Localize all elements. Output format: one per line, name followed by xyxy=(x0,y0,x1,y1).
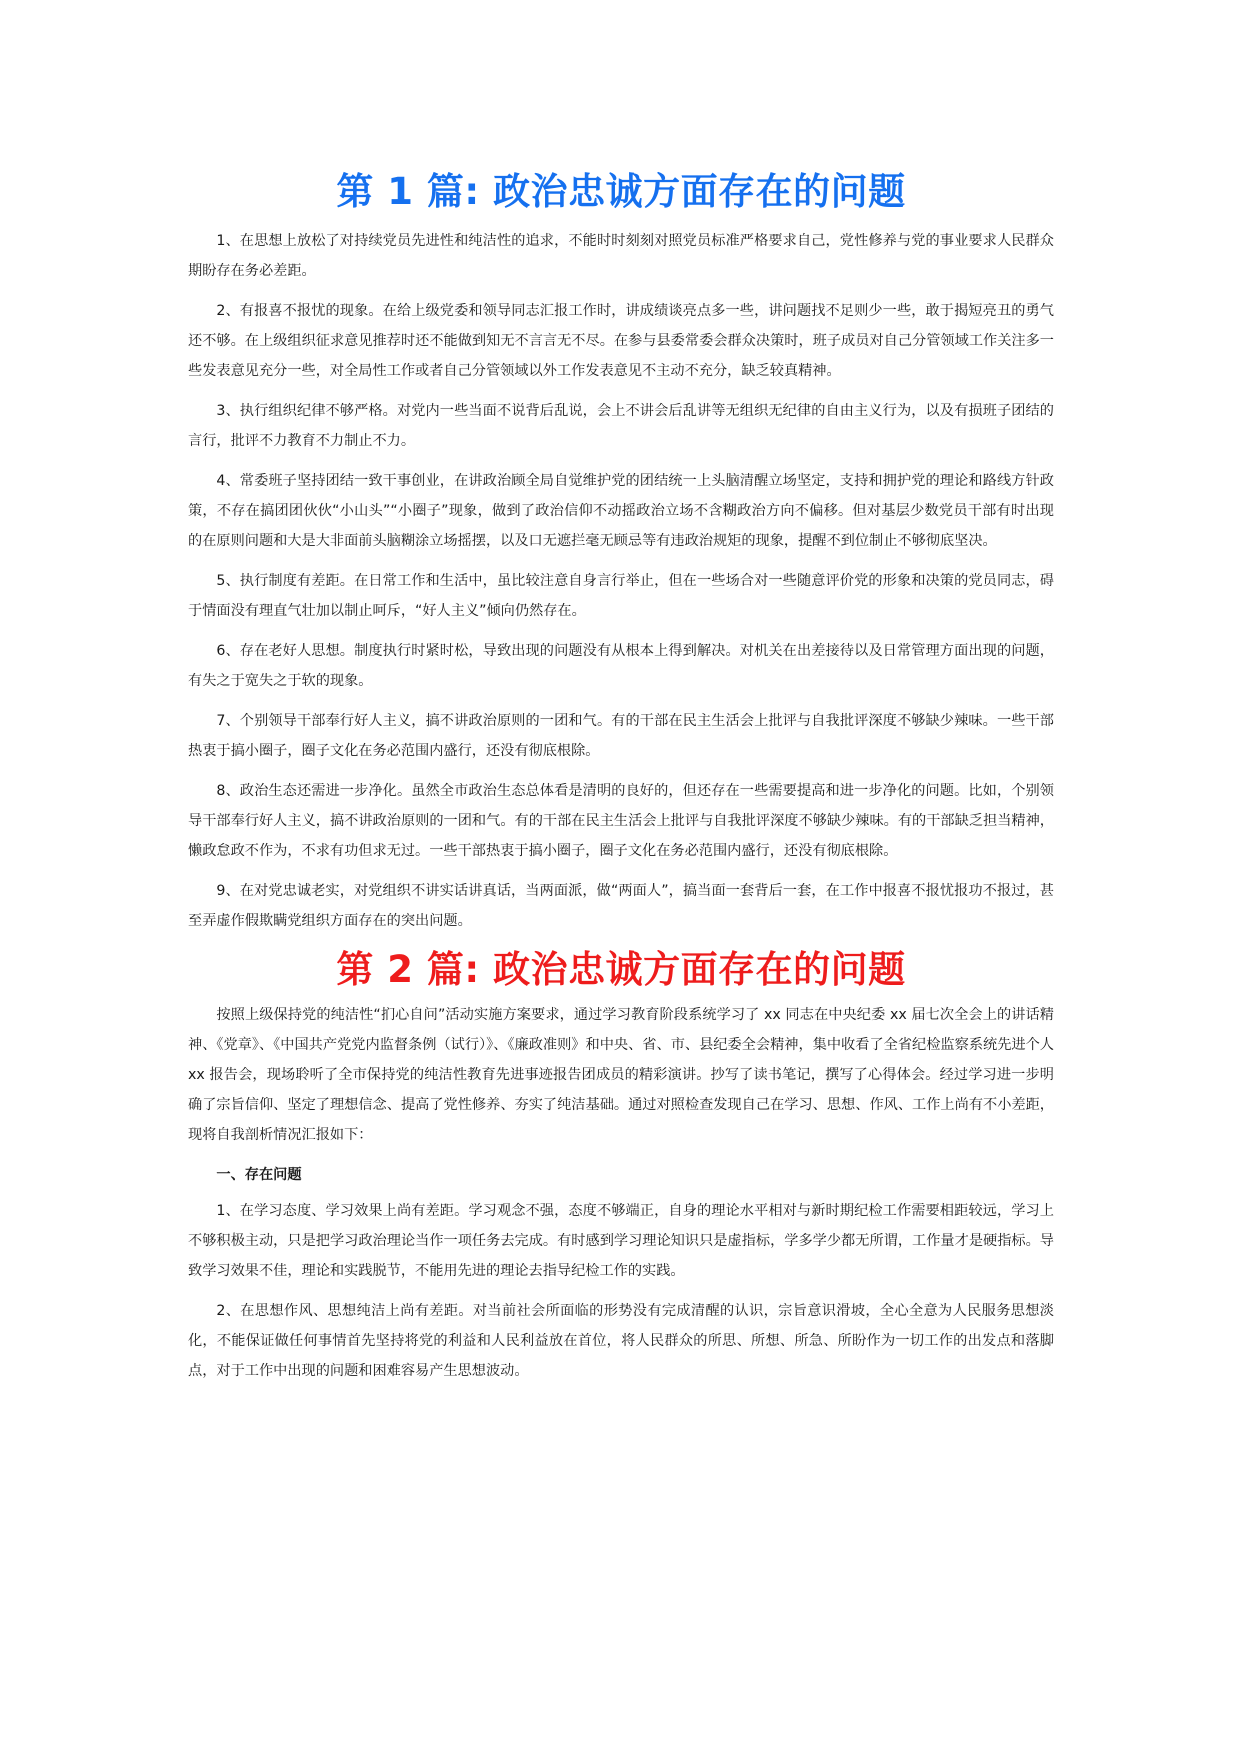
article-1-paragraph: 8、政治生态还需进一步净化。虽然全市政治生态总体看是清明的良好的，但还存在一些需要提高和进一步净化的问题。比如，个别领导干部奉行好人主义，搞不讲政治原则的一团和气。有的干部在民主生活会上批评与自我批评深度不够缺少辣味。有的干部缺乏担当精神，懒政怠政不作为，不求有功但求无过。一些干部热衷于搞小圈子，圈子文化在务必范围内盛行，还没有彻底根除。 xyxy=(188,783,1054,859)
article-1 xyxy=(188,168,1054,936)
article-1-paragraph: 6、存在老好人思想。制度执行时紧时松，导致出现的问题没有从根本上得到解决。对机关在出差接待以及日常管理方面出现的问题，有失之于宽失之于软的现象。 xyxy=(188,643,1054,689)
article-1-paragraph: 9、在对党忠诚老实，对党组织不讲实话讲真话，当两面派，做“两面人”，搞当面一套背后一套，在工作中报喜不报忧报功不报过，甚至弄虚作假欺瞒党组织方面存在的突出问题。 xyxy=(188,883,1054,929)
article-1-title: 第 1 篇: 政治忠诚方面存在的问题 xyxy=(336,170,906,213)
article-2-title: 第 2 篇: 政治忠诚方面存在的问题 xyxy=(336,948,906,991)
article-2 xyxy=(188,946,1054,1386)
document-page xyxy=(188,168,1054,1396)
article-2-body xyxy=(188,1000,1054,1386)
article-2-paragraph: 2、在思想作风、思想纯洁上尚有差距。对当前社会所面临的形势没有完成清醒的认识，宗旨意识滑坡，全心全意为人民服务思想淡化，不能保证做任何事情首先坚持将党的利益和人民利益放在首位，将人民群众的所思、所想、所急、所盼作为一切工作的出发点和落脚点，对于工作中出现的问题和困难容易产生思想波动。 xyxy=(188,1303,1054,1379)
article-1-paragraph: 2、有报喜不报忧的现象。在给上级党委和领导同志汇报工作时，讲成绩谈亮点多一些，讲问题找不足则少一些，敢于揭短亮丑的勇气还不够。在上级组织征求意见推荐时还不能做到知无不言言无不尽。在参与县委常委会群众决策时，班子成员对自己分管领域工作关注多一些发表意见充分一些，对全局性工作或者自己分管领域以外工作发表意见不主动不充分，缺乏较真精神。 xyxy=(188,303,1054,379)
article-1-body xyxy=(188,226,1054,936)
article-1-paragraph: 5、执行制度有差距。在日常工作和生活中，虽比较注意自身言行举止，但在一些场合对一些随意评价党的形象和决策的党员同志，碍于情面没有理直气壮加以制止呵斥，“好人主义”倾向仍然存在。 xyxy=(188,573,1054,619)
article-1-paragraph: 1、在思想上放松了对持续党员先进性和纯洁性的追求，不能时时刻刻对照党员标准严格要求自己，党性修养与党的事业要求人民群众期盼存在务必差距。 xyxy=(188,233,1054,279)
article-1-paragraph: 4、常委班子坚持团结一致干事创业，在讲政治顾全局自觉维护党的团结统一上头脑清醒立场坚定，支持和拥护党的理论和路线方针政策，不存在搞团团伙伙“小山头”“小圈子”现象，做到了政治信仰不动摇政治立场不含糊政治方向不偏移。但对基层少数党员干部有时出现的在原则问题和大是大非面前头脑糊涂立场摇摆，以及口无遮拦毫无顾忌等有违政治规矩的现象，提醒不到位制止不够彻底坚决。 xyxy=(188,473,1054,549)
article-2-intro: 按照上级保持党的纯洁性“扪心自问”活动实施方案要求，通过学习教育阶段系统学习了 xx 同志在中央纪委 xx 届七次全会上的讲话精神、《党章》、《中国共产党党内监督条例（试行）》、《廉政准则》和中央、省、市、县纪委全会精神，集中收看了全省纪检监察系统先进个人 xx 报告会，现场聆听了全市保持党的纯洁性教育先进事迹报告团成员的精彩演讲。抄写了读书笔记，撰写了心得体会。经过学习进一步明确了宗旨信仰、坚定了理想信念、提高了党性修养、夯实了纯洁基础。通过对照检查发现自己在学习、思想、作风、工作上尚有不小差距，现将自我剖析情况汇报如下： xyxy=(188,1007,1054,1143)
article-1-paragraph: 7、个别领导干部奉行好人主义，搞不讲政治原则的一团和气。有的干部在民主生活会上批评与自我批评深度不够缺少辣味。一些干部热衷于搞小圈子，圈子文化在务必范围内盛行，还没有彻底根除。 xyxy=(188,713,1054,759)
article-2-paragraph: 1、在学习态度、学习效果上尚有差距。学习观念不强，态度不够端正，自身的理论水平相对与新时期纪检工作需要相距较远，学习上不够积极主动，只是把学习政治理论当作一项任务去完成。有时感到学习理论知识只是虚指标，学多学少都无所谓，工作量才是硬指标。导致学习效果不佳，理论和实践脱节，不能用先进的理论去指导纪检工作的实践。 xyxy=(188,1203,1054,1279)
article-1-paragraph: 3、执行组织纪律不够严格。对党内一些当面不说背后乱说，会上不讲会后乱讲等无组织无纪律的自由主义行为，以及有损班子团结的言行，批评不力教育不力制止不力。 xyxy=(188,403,1054,449)
article-2-subheading: 一、存在问题 xyxy=(216,1167,302,1183)
